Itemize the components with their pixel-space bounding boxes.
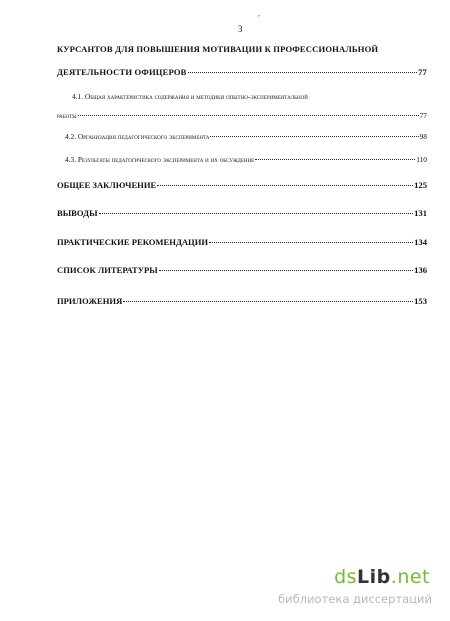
toc-item-4-1-page: 77: [419, 111, 427, 120]
toc-findings: [57, 208, 427, 218]
toc-conclusion-page: 125: [414, 180, 427, 190]
dot-leader: [210, 136, 418, 137]
dot-leader: [157, 185, 413, 186]
toc-heading-page: 77: [418, 67, 427, 77]
toc-item-4-2-text: 4.2. Организация педагогического эксперимента: [65, 132, 210, 141]
page-number: 3: [238, 24, 243, 34]
toc-item-4-1-line2: [57, 111, 427, 120]
toc-recommendations-page: 134: [414, 237, 427, 247]
toc-findings-text: ВЫВОДЫ: [57, 208, 98, 218]
logo-ds: ds: [334, 566, 358, 588]
logo-lib: Lib: [357, 566, 391, 588]
dot-leader: [188, 72, 418, 73]
toc-recommendations: [57, 237, 427, 247]
toc-heading-line1: [57, 44, 417, 54]
watermark-logo: [334, 566, 430, 588]
toc-appendices-page: 153: [414, 296, 427, 306]
dot-leader: [99, 213, 414, 214]
toc-appendices: [57, 296, 427, 306]
toc-item-4-1-line1: [72, 92, 308, 101]
dot-leader: [123, 301, 413, 302]
top-mark: ,: [258, 10, 260, 18]
toc-item-4-1-text-cont: работы: [57, 111, 77, 120]
dot-leader: [209, 242, 413, 243]
toc-heading-line2: [57, 67, 427, 77]
dot-leader: [255, 159, 415, 160]
toc-heading-line1-text: КУРСАНТОВ ДЛЯ ПОВЫШЕНИЯ МОТИВАЦИИ К ПРОФЕССИОНАЛЬНОЙ: [57, 44, 379, 54]
toc-conclusion: [57, 180, 427, 190]
dot-leader: [159, 270, 413, 271]
logo-dot: .: [390, 566, 398, 588]
toc-recommendations-text: ПРАКТИЧЕСКИЕ РЕКОМЕНДАЦИИ: [57, 237, 209, 247]
watermark-tagline: библиотека диссертаций: [278, 592, 432, 606]
toc-literature-page: 136: [414, 265, 427, 275]
toc-literature-text: СПИСОК ЛИТЕРАТУРЫ: [57, 265, 158, 275]
toc-heading-line2-text: ДЕЯТЕЛЬНОСТИ ОФИЦЕРОВ: [57, 67, 187, 77]
toc-conclusion-text: ОБЩЕЕ ЗАКЛЮЧЕНИЕ: [57, 180, 157, 190]
toc-appendices-text: ПРИЛОЖЕНИЯ: [57, 296, 123, 306]
toc-item-4-3-page: 110: [416, 155, 427, 164]
toc-item-4-3-text: 4.3. Результаты педагогического эксперимента и их обсуждение: [65, 155, 255, 164]
toc-findings-page: 131: [414, 208, 427, 218]
logo-net: net: [397, 566, 430, 588]
dot-leader: [78, 115, 419, 116]
toc-literature: [57, 265, 427, 275]
toc-item-4-2: [65, 132, 427, 141]
toc-item-4-3: [65, 155, 427, 164]
toc-item-4-1-text: 4.1. Общая характеристика содержания и методики опытно-экспериментальной: [72, 92, 308, 101]
toc-item-4-2-page: 98: [419, 132, 427, 141]
